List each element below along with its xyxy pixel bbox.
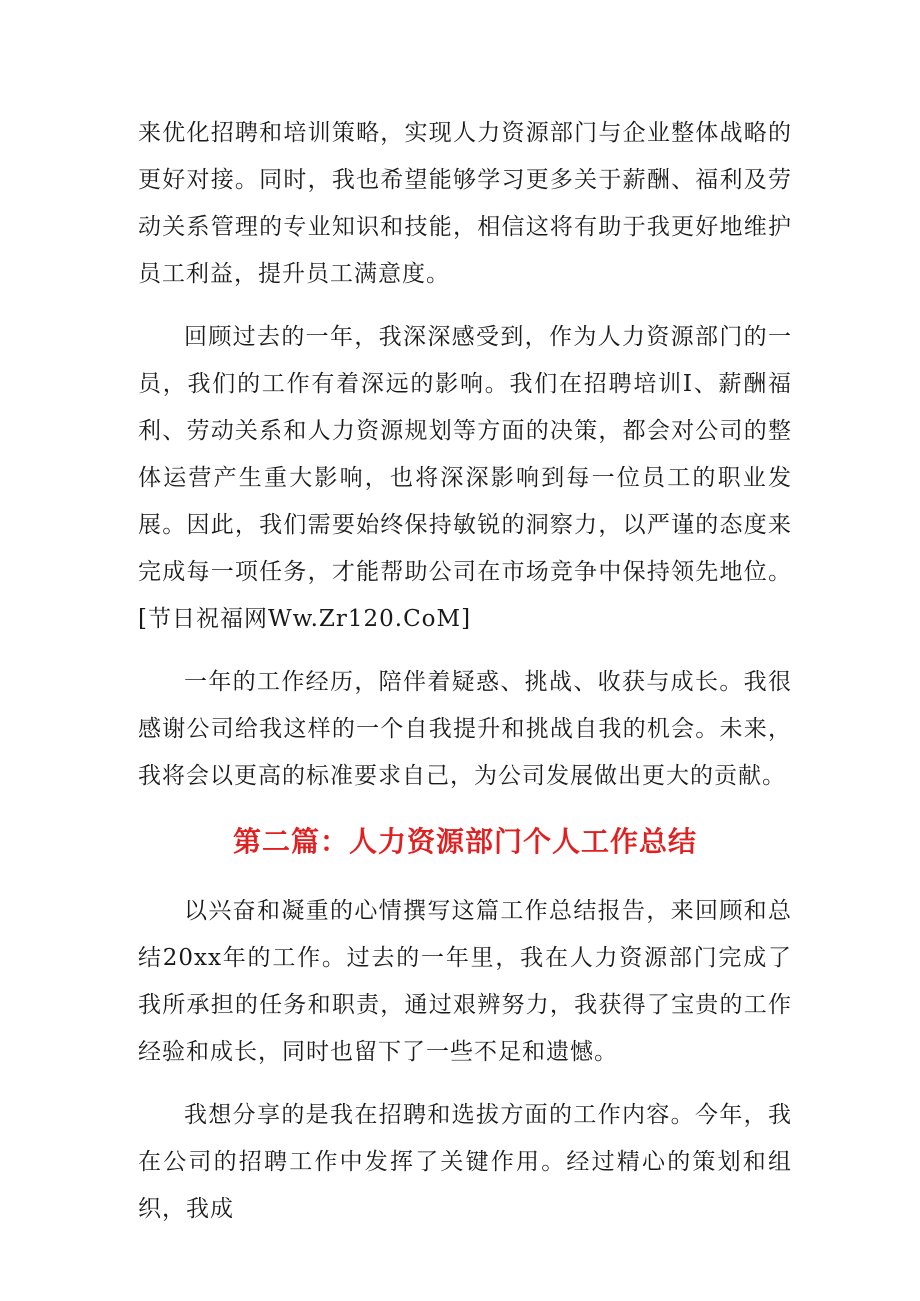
paragraph-2: 回顾过去的一年，我深深感受到，作为人力资源部门的一员，我们的工作有着深远的影响。我们在招聘培训I、薪酬福利、劳动关系和人力资源规划等方面的决策，都会对公司的整体运营产生重大影响，也将深深影响到每一位员工的职业发展。因此，我们需要始终保持敏锐的洞察力，以严谨的态度来完成每一项任务，才能帮助公司在市场竞争中保持领先地位。[节日祝福网Ww.Zr120.CoM] (138, 324, 792, 632)
section-heading: 第二篇：人力资源部门个人工作总结 (232, 825, 697, 858)
paragraph-3: 一年的工作经历，陪伴着疑惑、挑战、收获与成长。我很感谢公司给我这样的一个自我提升和挑战自我的机会。未来，我将会以更高的标准要求自己，为公司发展做出更大的贡献。 (138, 669, 792, 789)
paragraph-5: 我想分享的是我在招聘和选拔方面的工作内容。今年，我在公司的招聘工作中发挥了关键作用。经过精心的策划和组织，我成 (138, 1102, 792, 1222)
document-body (138, 110, 792, 1249)
paragraph-1: 来优化招聘和培训策略，实现人力资源部门与企业整体战略的更好对接。同时，我也希望能够学习更多关于薪酬、福利及劳动关系管理的专业知识和技能，相信这将有助于我更好地维护员工利益，提升员工满意度。 (138, 120, 792, 287)
paragraph-4: 以兴奋和凝重的心情撰写这篇工作总结报告，来回顾和总结20xx年的工作。过去的一年里，我在人力资源部门完成了我所承担的任务和职责，通过艰辨努力，我获得了宝贵的工作经验和成长，同时也留下了一些不足和遗憾。 (138, 898, 792, 1065)
